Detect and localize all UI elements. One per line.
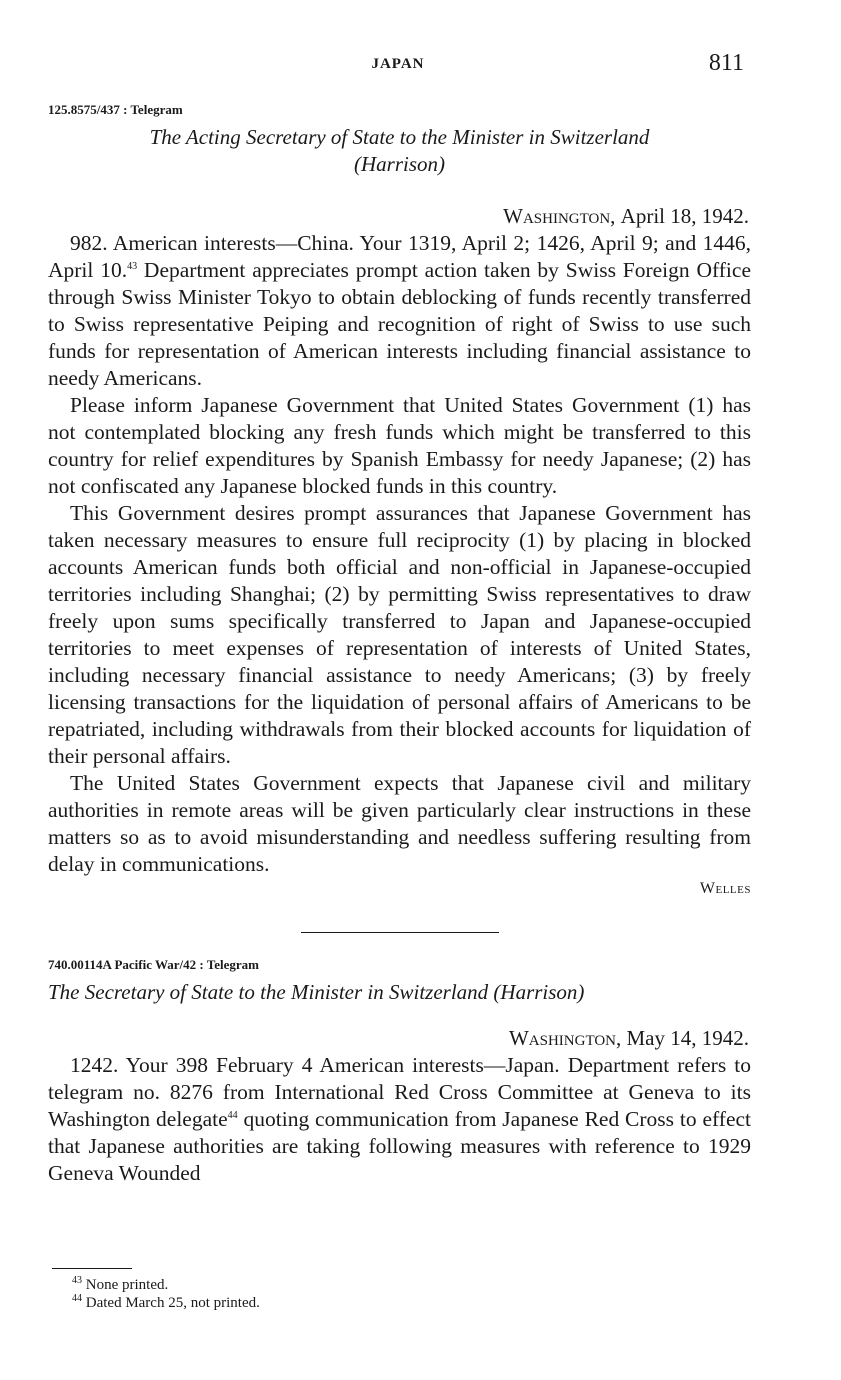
dateline bbox=[48, 202, 751, 230]
dateline bbox=[48, 1024, 751, 1052]
document-1 bbox=[48, 102, 751, 900]
footnote-mark: 43 bbox=[72, 1275, 82, 1286]
footnote-text: Dated March 25, not printed. bbox=[85, 1295, 260, 1311]
title-line-2: (Harrison) bbox=[353, 152, 445, 176]
footnote-text: None printed. bbox=[85, 1277, 169, 1293]
document-2 bbox=[48, 957, 751, 1187]
footnote bbox=[72, 1294, 260, 1312]
paragraph bbox=[48, 230, 751, 392]
paragraph: The United States Government expects that Japanese civil and military authorities in remote areas will be given particularly clear instructions in these matters so as to avoid misunderstanding and needless suffering resulting from delay in communications. bbox=[48, 771, 751, 876]
footnote bbox=[72, 1276, 260, 1294]
footnote-marker: 43 bbox=[127, 260, 138, 272]
title-line-1: The Acting Secretary of State to the Minister in Switzerland bbox=[149, 125, 650, 149]
paragraph bbox=[48, 1052, 751, 1187]
paragraph-text: Department appreciates prompt action taken by Swiss Foreign Office through Swiss Minister Tokyo to obtain deblocking of funds recently transferred to Swiss representative Peiping and recognition of right of Swiss to use such funds for representation of American interests including financial assistance to needy Americans. bbox=[48, 258, 751, 390]
dateline-date: May 14, 1942. bbox=[626, 1026, 749, 1050]
file-reference: 740.00114A Pacific War/42 : Telegram bbox=[48, 957, 259, 972]
paragraph: Please inform Japanese Government that United States Government (1) has not contemplated blocking any fresh funds which might be transferred to this country for relief expenditures by Spanish Embassy for needy Japanese; (2) has not confiscated any Japanese blocked funds in this country. bbox=[48, 393, 751, 498]
page-header bbox=[48, 50, 748, 84]
signature: Welles bbox=[699, 880, 751, 897]
dateline-date: April 18, 1942. bbox=[620, 204, 749, 228]
footnotes bbox=[72, 1276, 260, 1312]
paragraph-text: quoting communication from Japanese Red Cross to effect that Japanese authorities are taking following measures with reference to 1929 Geneva Wounded bbox=[48, 1107, 752, 1185]
page-number: 811 bbox=[708, 50, 744, 76]
paragraph-text: 1242. Your 398 February 4 American interests—Japan. Department refers to telegram no. 8276 from International Red Cross Committee at Geneva to its Washington delegate bbox=[48, 1053, 751, 1131]
running-title: JAPAN bbox=[371, 56, 425, 72]
footnote-marker: 44 bbox=[227, 1109, 238, 1121]
document-title: The Secretary of State to the Minister in Switzerland (Harrison) bbox=[48, 980, 585, 1004]
footnote-mark: 44 bbox=[72, 1293, 82, 1304]
paragraph: This Government desires prompt assurances that Japanese Government has taken necessary measures to ensure full reciprocity (1) by placing in blocked accounts American funds both official and non-official in Japanese-occupied territories including Shanghai; (2) by permitting Swiss representatives to draw freely upon sums specifically transferred to Japan and Japanese-occupied territories to meet expenses of representation of interests of United States, including necessary financial assistance to needy Americans; (3) by freely licensing transactions for the liquidation of personal affairs of Americans to be repatriated, including withdrawals from their blocked accounts for liquidation of their personal affairs. bbox=[48, 501, 751, 768]
document-title bbox=[48, 124, 751, 178]
page-content bbox=[48, 102, 751, 1187]
footnote-rule bbox=[52, 1268, 132, 1269]
file-reference: 125.8575/437 : Telegram bbox=[48, 102, 183, 117]
paragraph-text: 982. American interests—China. Your 1319, April 2; 1426, April 9; and 1446, April 10. bbox=[48, 231, 751, 282]
section-divider bbox=[301, 932, 499, 933]
dateline-place: Washington, bbox=[508, 1026, 622, 1050]
dateline-place: Washington, bbox=[503, 204, 616, 228]
